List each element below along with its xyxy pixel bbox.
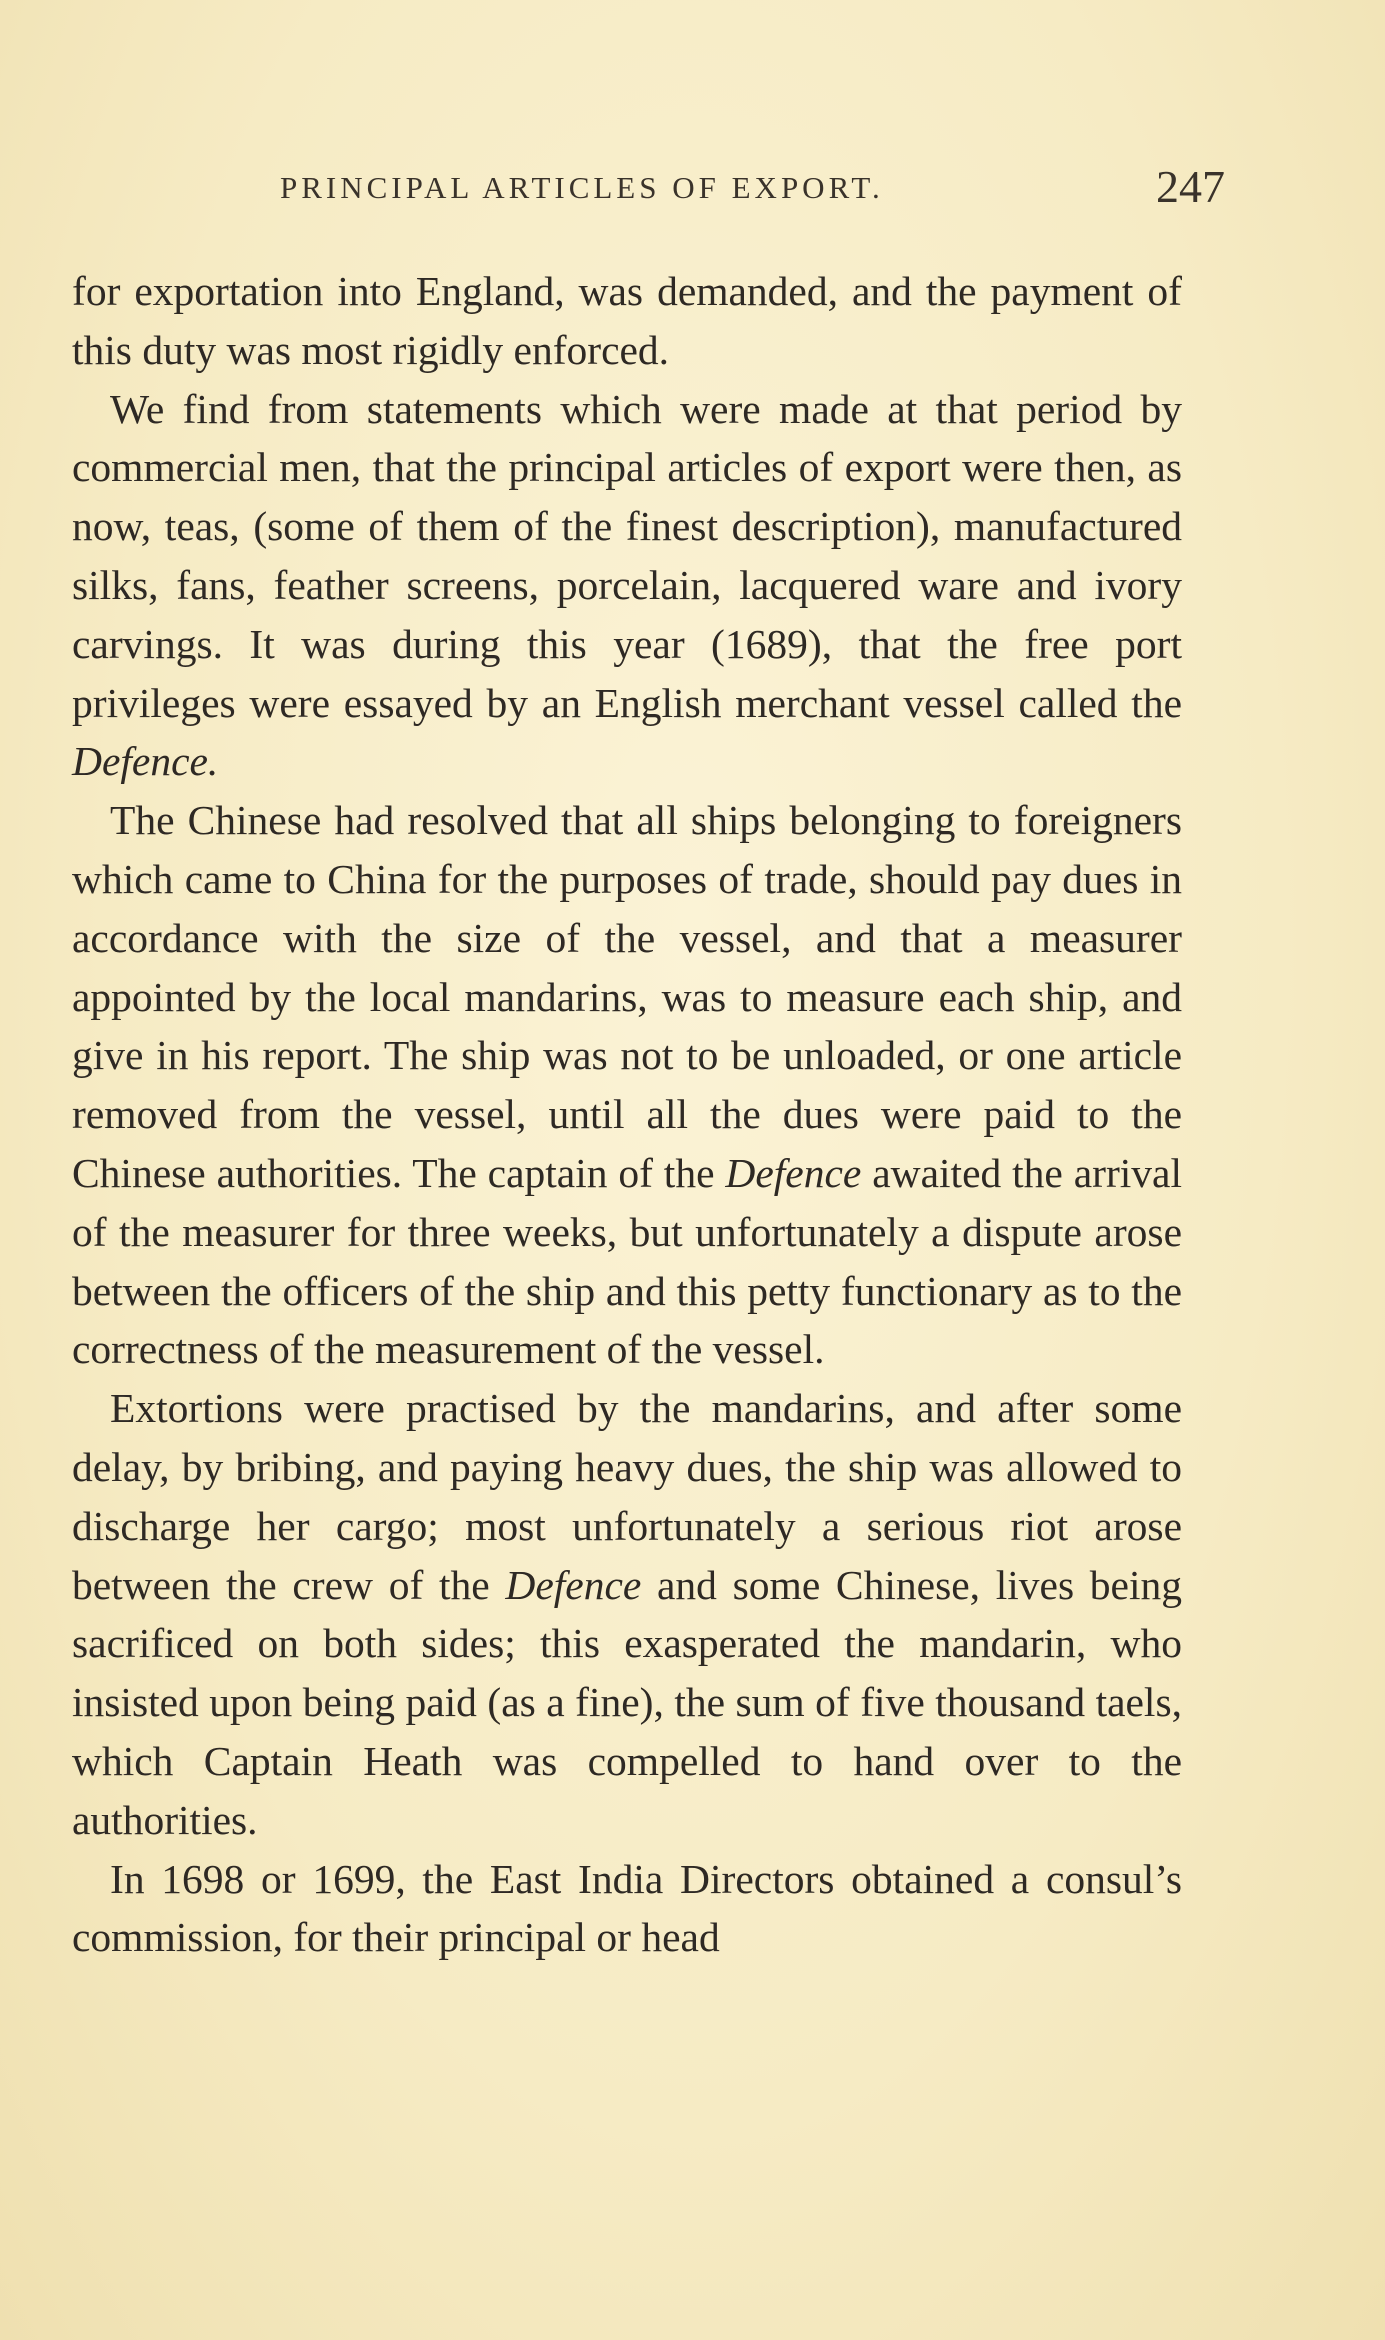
- paragraph-4-text-a: Extortions were practised by the mandarins, and after some delay, by bribing, and paying heavy dues, the ship was allowed to discharge her cargo; most unfortunately a serious riot arose between the crew of the: [72, 1385, 1182, 1608]
- ship-name: Defence: [505, 1561, 642, 1608]
- paragraph-3-text-b: awaited the arrival of the measurer for three weeks, but unfortunately a dispute arose between the officers of the ship and this petty functionary as to the correctness of the measurement of the vessel.: [72, 1149, 1182, 1373]
- body-text: [72, 262, 1182, 1967]
- paragraph-2-text: We find from statements which were made at that period by commercial men, that the principal articles of export were then, as now, teas, (some of them of the finest description), manufactured silks, fans, feather screens, porcelain, lacquered ware and ivory carvings. It was during this year (1689), that the free port privileges were essayed by an English merchant vessel called the: [72, 385, 1182, 726]
- paragraph-1: [72, 262, 1182, 380]
- paragraph-1-text: for exportation into England, was demanded, and the payment of this duty was most rigidly enforced.: [72, 268, 1182, 373]
- paragraph-4: [72, 1379, 1182, 1849]
- paragraph-4-text-b: and some Chinese, lives being sacrificed on both sides; this exasperated the mandarin, who insisted upon being paid (as a fine), the sum of five thousand taels, which Captain Heath was compelled to hand over to the authorities.: [72, 1561, 1182, 1843]
- paragraph-3-text-a: The Chinese had resolved that all ships belonging to foreigners which came to China for the purposes of trade, should pay dues in accordance with the size of the vessel, and that a measurer appointed by the local mandarins, was to measure each ship, and give in his report. The ship was not to be unloaded, or one article removed from the vessel, until all the dues were paid to the Chinese authorities. The captain of the: [72, 797, 1182, 1196]
- paragraph-2: [72, 380, 1182, 792]
- ship-name: Defence: [725, 1149, 862, 1196]
- paragraph-3: [72, 791, 1182, 1379]
- running-header: [280, 160, 1225, 220]
- ship-name: Defence.: [72, 738, 219, 785]
- paragraph-5: [72, 1850, 1182, 1968]
- running-title: PRINCIPAL ARTICLES OF EXPORT.: [280, 170, 884, 205]
- paragraph-5-text: In 1698 or 1699, the East India Directors obtained a consul’s commission, for their principal or head: [72, 1855, 1182, 1961]
- page-number: 247: [1156, 161, 1225, 212]
